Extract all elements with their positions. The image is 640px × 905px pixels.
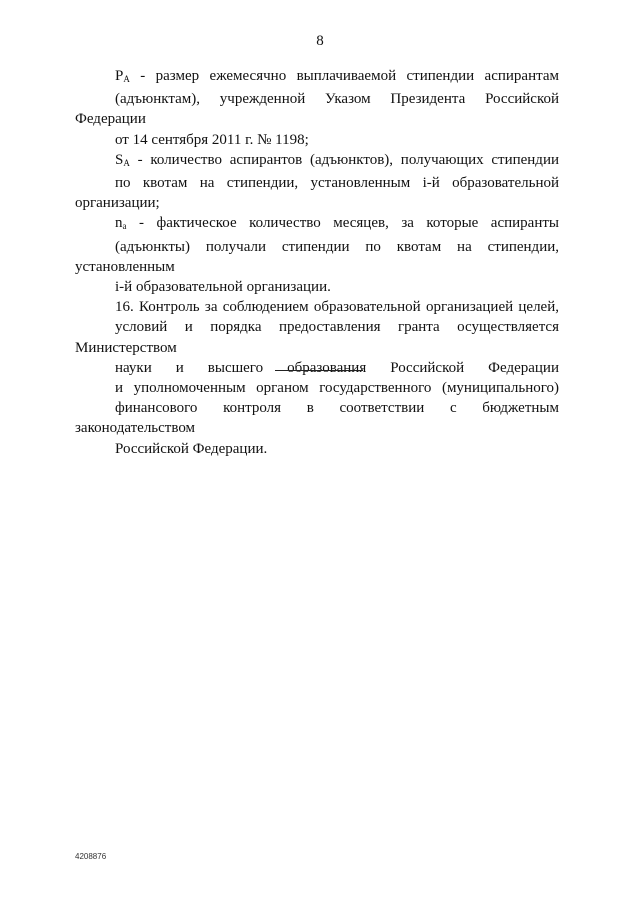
- document-code: 4208876: [75, 852, 107, 861]
- clause-16: [75, 297, 559, 459]
- clause-16-line-2: условий и порядка предоставления гранта осуществляется Министерством: [75, 319, 559, 356]
- term-p-text-1: - размер ежемесячно выплачиваемой стипендии аспирантам: [129, 68, 559, 84]
- term-s-line-2: по квотам на стипендии, установленным i-й образовательной организации;: [75, 175, 559, 212]
- term-s-text-1: - количество аспирантов (адъюнктов), получающих стипендии: [129, 151, 559, 168]
- clause-16-line-3: науки и высшего образования Российской Федерации: [115, 359, 559, 376]
- term-p-line-2: (адъюнктам), учрежденной Указом Президента Российской Федерации: [75, 91, 559, 128]
- end-separator-line: [275, 370, 363, 371]
- term-s-line-1: [75, 150, 559, 173]
- term-p-subscript: A: [123, 74, 130, 84]
- clause-16-line-4: и уполномоченным органом государственного (муниципального): [115, 380, 559, 397]
- term-p-line-3: от 14 сентября 2011 г. № 1198;: [115, 131, 309, 148]
- term-n-line-2: (адъюнкты) получали стипендии по квотам на стипендии, установленным: [75, 238, 559, 275]
- document-body: [75, 66, 559, 459]
- term-n-definition: [75, 213, 559, 297]
- clause-16-line-1: 16. Контроль за соблюдением образовательной организацией целей,: [115, 299, 559, 316]
- clause-16-line-6: Российской Федерации.: [115, 440, 268, 457]
- term-p-symbol: P: [115, 68, 124, 84]
- clause-16-line-5: финансового контроля в соответствии с бюджетным законодательством: [75, 400, 559, 437]
- term-s-subscript: A: [123, 157, 130, 168]
- term-p-line-1: [75, 66, 559, 89]
- term-n-line-3: i-й образовательной организации.: [115, 279, 331, 296]
- term-p-definition: [75, 66, 559, 150]
- term-n-subscript: a: [122, 221, 127, 232]
- term-n-symbol: n: [115, 215, 123, 232]
- term-s-symbol: S: [115, 151, 124, 168]
- term-n-text-1: - фактическое количество месяцев, за которые аспиранты: [126, 215, 559, 232]
- term-s-definition: [75, 150, 559, 214]
- term-n-line-1: [75, 213, 559, 236]
- page-number: 8: [316, 33, 324, 49]
